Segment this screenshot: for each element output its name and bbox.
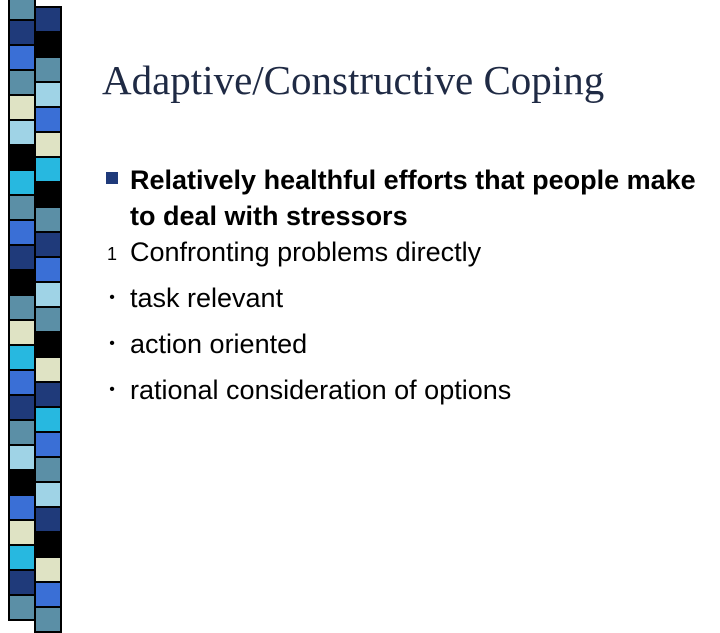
bullet-item <box>100 280 700 316</box>
stripe-tile <box>34 331 62 358</box>
bullet-text: rational consideration of options <box>130 375 512 405</box>
stripe-tile <box>8 0 36 21</box>
stripe-tile <box>34 31 62 58</box>
number-marker: 1 <box>106 244 117 264</box>
stripe-tile <box>34 281 62 308</box>
dot-bullet-icon: • <box>109 335 115 352</box>
stripe-tile <box>34 306 62 333</box>
bullet-text: task relevant <box>130 283 284 313</box>
stripe-tile <box>8 444 36 471</box>
stripe-tile <box>34 256 62 283</box>
stripe-tile <box>34 431 62 458</box>
stripe-tile <box>34 131 62 158</box>
stripe-tile <box>34 406 62 433</box>
stripe-tile <box>8 469 36 496</box>
stripe-tile <box>8 369 36 396</box>
stripe-tile <box>8 44 36 71</box>
stripe-tile <box>34 81 62 108</box>
stripe-tile <box>34 531 62 558</box>
bullet-text: Confronting problems directly <box>130 237 482 267</box>
stripe-tile <box>8 544 36 571</box>
stripe-tile <box>34 481 62 508</box>
decorative-tile-stripe <box>0 0 68 540</box>
slide-title: Adaptive/Constructive Coping <box>102 57 605 103</box>
stripe-tile <box>34 356 62 383</box>
bullet-text: Relatively healthful efforts that people make to deal with stressors <box>130 165 696 231</box>
stripe-tile <box>8 194 36 221</box>
stripe-tile <box>8 494 36 521</box>
stripe-tile <box>34 456 62 483</box>
bullet-text: action oriented <box>130 329 308 359</box>
stripe-tile <box>34 181 62 208</box>
stripe-tile <box>34 156 62 183</box>
stripe-tile <box>8 94 36 121</box>
stripe-tile <box>34 231 62 258</box>
stripe-tile <box>34 506 62 533</box>
stripe-tile <box>34 606 62 633</box>
dot-bullet-icon: • <box>109 289 115 306</box>
stripe-tile <box>34 206 62 233</box>
stripe-tile <box>8 294 36 321</box>
stripe-tile <box>34 56 62 83</box>
square-bullet-icon <box>106 172 118 184</box>
stripe-tile <box>8 19 36 46</box>
bullet-item-numbered <box>100 234 700 270</box>
stripe-tile <box>8 594 36 621</box>
stripe-tile <box>8 144 36 171</box>
stripe-tile <box>8 519 36 546</box>
stripe-tile <box>8 269 36 296</box>
bullet-list <box>100 162 700 418</box>
stripe-tile <box>8 119 36 146</box>
stripe-tile <box>8 219 36 246</box>
stripe-tile <box>8 419 36 446</box>
bullet-item <box>100 372 700 408</box>
stripe-tile <box>34 6 62 33</box>
bullet-item-main <box>100 162 700 234</box>
stripe-tile <box>8 319 36 346</box>
stripe-tile <box>8 244 36 271</box>
stripe-tile <box>34 581 62 608</box>
stripe-tile <box>8 344 36 371</box>
stripe-tile <box>8 569 36 596</box>
dot-bullet-icon: • <box>109 381 115 398</box>
bullet-item <box>100 326 700 362</box>
stripe-tile <box>8 69 36 96</box>
stripe-tile <box>8 169 36 196</box>
stripe-tile <box>8 394 36 421</box>
stripe-tile <box>34 381 62 408</box>
stripe-tile <box>34 106 62 133</box>
stripe-tile <box>34 556 62 583</box>
